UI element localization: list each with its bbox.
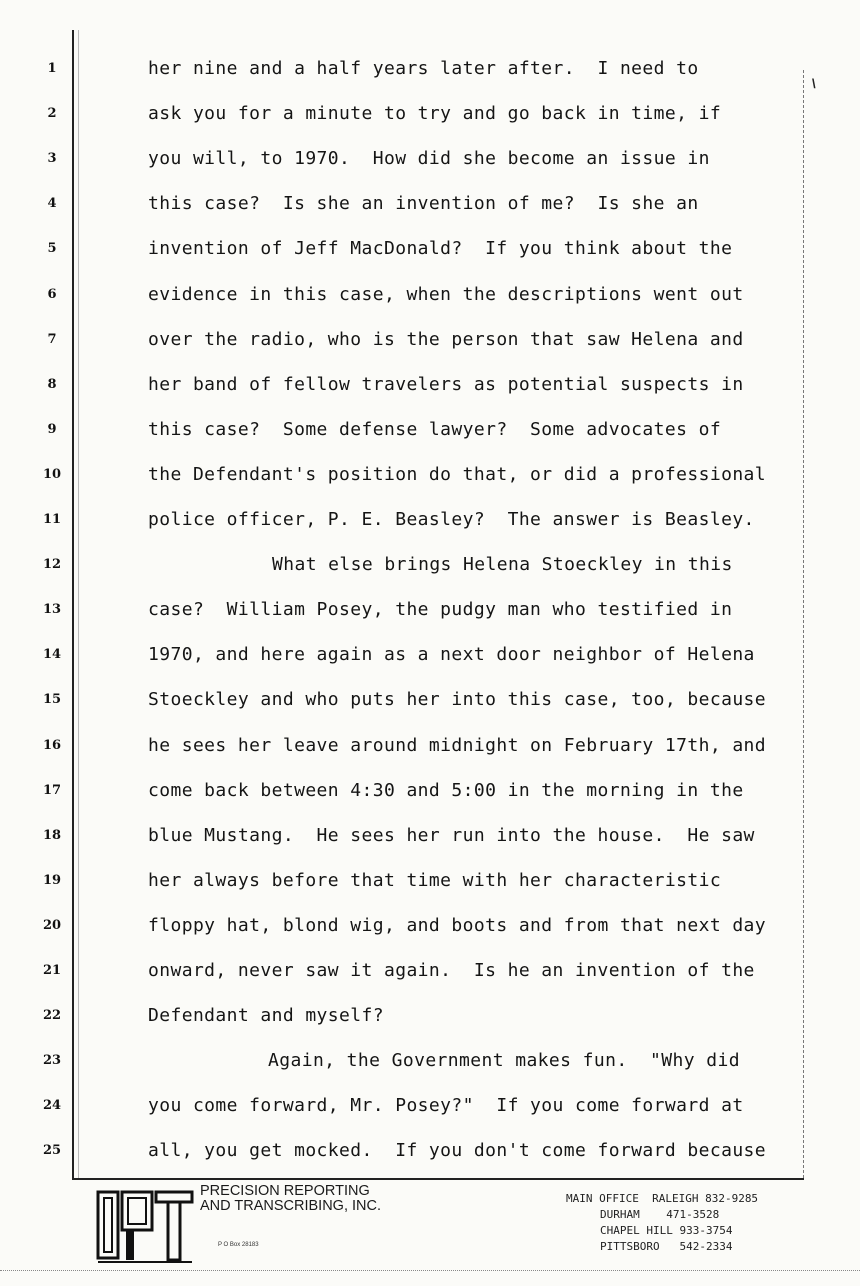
line-number: 22: [42, 1008, 62, 1024]
office-label: MAIN OFFICE RALEIGH: [566, 1192, 699, 1205]
office-phone: 832-9285: [705, 1192, 759, 1205]
office-label: PITTSBORO: [600, 1240, 660, 1253]
line-number: 19: [42, 872, 62, 888]
office-row: [566, 1240, 758, 1256]
transcript-line: Again, the Government makes fun. "Why did: [268, 1050, 740, 1072]
line-number: 14: [42, 647, 62, 663]
line-number: 1: [47, 61, 57, 76]
office-list: [566, 1192, 758, 1256]
scan-noise: [0, 1270, 860, 1281]
company-name: [200, 1184, 381, 1214]
line-number: 12: [42, 557, 62, 573]
line-number: 5: [47, 241, 57, 257]
corner-mark: \: [812, 76, 816, 91]
line-number: 4: [47, 196, 57, 212]
transcript-line: over the radio, who is the person that saw Helena and: [148, 328, 744, 350]
transcript-line: you come forward, Mr. Posey?" If you come forward at: [148, 1095, 744, 1117]
company-name-line1: PRECISION REPORTING: [200, 1183, 370, 1199]
line-number: 7: [47, 331, 57, 347]
line-number: 2: [47, 106, 57, 122]
line-number: 20: [42, 917, 62, 933]
transcript-line: her always before that time with her characteristic: [148, 869, 722, 891]
line-number: 21: [42, 963, 62, 978]
office-row: [566, 1192, 758, 1208]
margin-rule: [78, 30, 79, 1178]
transcript-line: blue Mustang. He sees her run into the house. He saw: [148, 824, 755, 846]
transcript-line: invention of Jeff MacDonald? If you think about the: [148, 238, 733, 260]
transcript-line: ask you for a minute to try and go back in time, if: [148, 103, 722, 125]
line-number: 13: [42, 602, 62, 618]
transcript-line: evidence in this case, when the descriptions went out: [148, 283, 744, 305]
office-phone: 542-2334: [679, 1240, 733, 1253]
office-row: [566, 1208, 758, 1224]
line-number: 18: [42, 827, 62, 843]
transcript-line: What else brings Helena Stoeckley in this: [272, 554, 733, 576]
office-phone: 933-3754: [679, 1224, 733, 1237]
transcript-line: floppy hat, blond wig, and boots and from that next day: [148, 914, 767, 936]
transcript-line: police officer, P. E. Beasley? The answer is Beasley.: [148, 509, 755, 530]
transcript-line: her nine and a half years later after. I need to: [148, 58, 699, 79]
line-number: 24: [42, 1098, 62, 1114]
office-label: CHAPEL HILL: [600, 1224, 673, 1237]
line-number: 11: [42, 512, 62, 527]
line-number: 16: [42, 737, 62, 753]
right-margin-rule: [803, 70, 804, 1178]
line-number: 17: [42, 782, 62, 798]
office-row: [566, 1224, 758, 1240]
transcript-line: this case? Some defense lawyer? Some advocates of: [148, 418, 722, 440]
transcript-line: case? William Posey, the pudgy man who testified in: [148, 599, 733, 621]
transcript-line: all, you get mocked. If you don't come forward because: [148, 1140, 767, 1162]
transcript-line: this case? Is she an invention of me? Is she an: [148, 193, 699, 215]
line-number: 3: [47, 151, 57, 167]
company-name-line2: AND TRANSCRIBING, INC.: [200, 1198, 382, 1214]
line-number: 25: [42, 1143, 62, 1159]
transcript-line: come back between 4:30 and 5:00 in the morning in the: [148, 779, 744, 801]
transcript-line: you will, to 1970. How did she become an issue in: [148, 148, 710, 170]
transcript-line: her band of fellow travelers as potential suspects in: [148, 373, 744, 395]
transcript-line: Defendant and myself?: [148, 1005, 384, 1027]
line-number: 10: [42, 466, 62, 482]
line-number: 15: [42, 692, 62, 708]
company-logo: [96, 1186, 196, 1266]
office-label: DURHAM: [600, 1208, 640, 1221]
line-number: 8: [47, 376, 57, 392]
line-number: 9: [47, 421, 57, 437]
transcript-line: Stoeckley and who puts her into this case, too, because: [148, 689, 767, 711]
transcript-line: he sees her leave around midnight on February 17th, and: [148, 734, 767, 756]
transcript-line: onward, never saw it again. Is he an invention of the: [148, 960, 755, 981]
logo-text: P&T: [146, 1264, 148, 1265]
transcript-line: the Defendant's position do that, or did a professional: [148, 463, 767, 485]
po-box: P O Box 28183: [218, 1242, 259, 1248]
line-number: 23: [42, 1053, 62, 1069]
office-phone: 471-3528: [666, 1208, 720, 1221]
transcript-line: 1970, and here again as a next door neighbor of Helena: [148, 644, 755, 666]
line-number: 6: [47, 286, 57, 302]
